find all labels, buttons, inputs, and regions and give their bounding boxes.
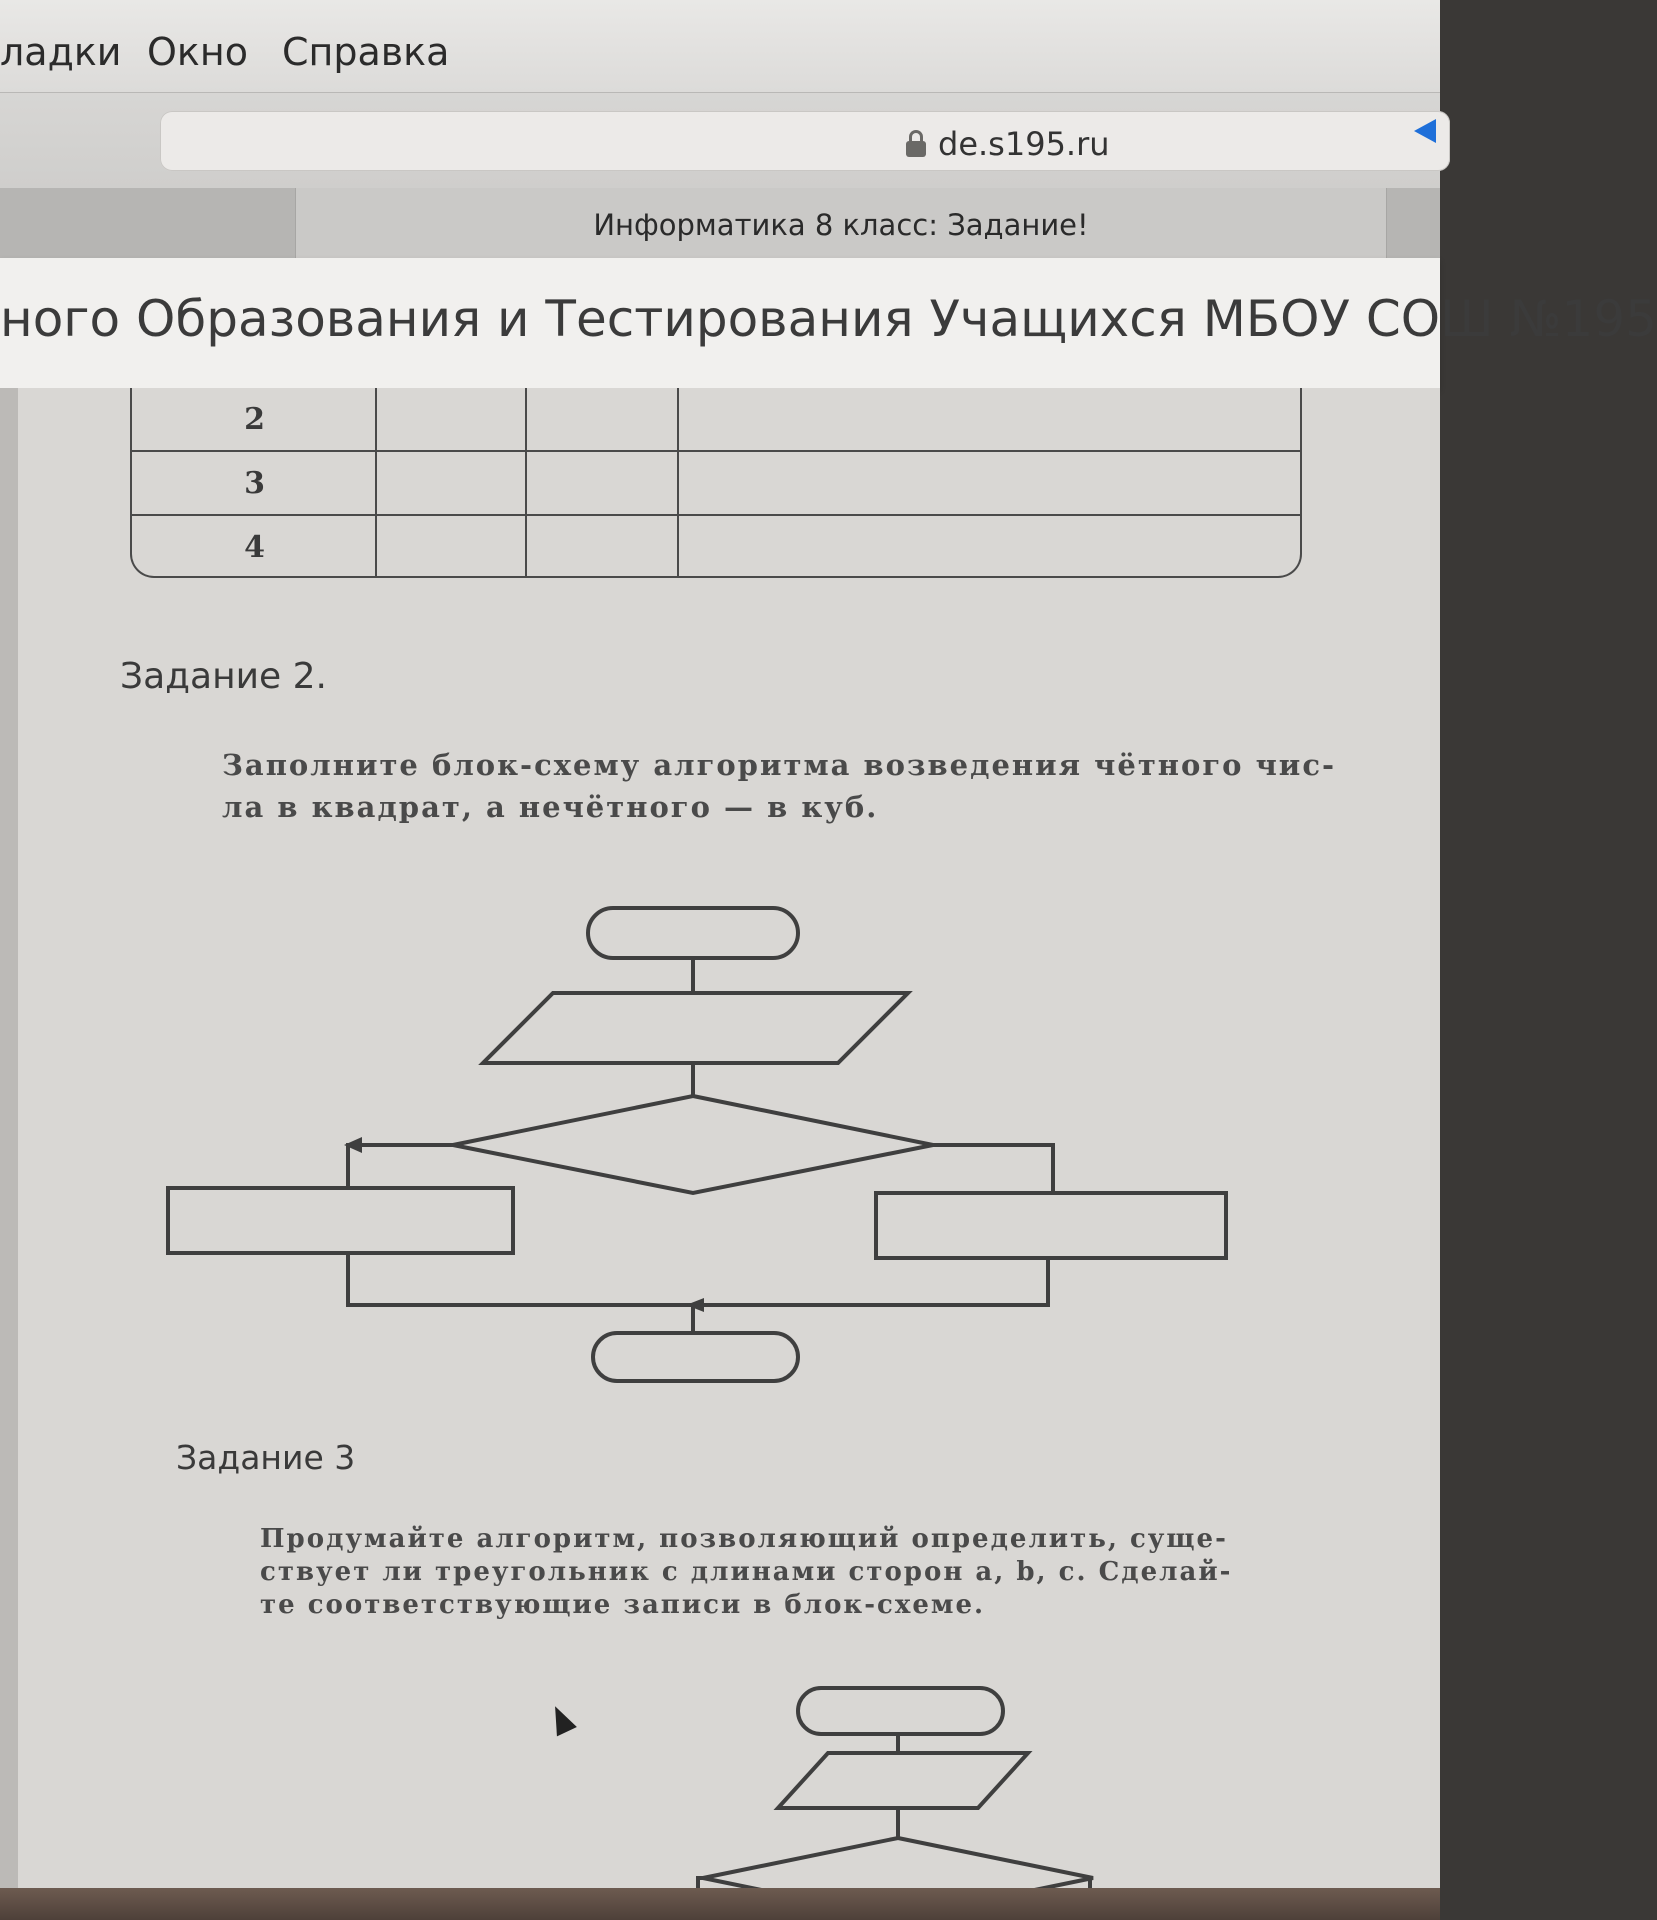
browser-toolbar bbox=[0, 93, 1440, 188]
tab-bar bbox=[0, 188, 1440, 258]
site-title: ного Образования и Тестирования Учащихся МБОУ СОШ №195 bbox=[0, 290, 1657, 348]
table-row-number: 3 bbox=[244, 466, 265, 501]
menu-item-bookmarks[interactable]: ладки bbox=[0, 30, 122, 74]
page-left-edge bbox=[0, 388, 18, 1888]
address-bar[interactable] bbox=[160, 111, 1450, 171]
menu-item-window[interactable]: Окно bbox=[147, 30, 248, 74]
page-content bbox=[18, 388, 1440, 1888]
table-row-number: 2 bbox=[244, 402, 265, 437]
flowchart-branch-left bbox=[698, 1878, 703, 1888]
dock-strip bbox=[0, 1888, 1440, 1920]
menu-item-help[interactable]: Справка bbox=[282, 30, 450, 74]
task3-text-line: ствует ли треугольник с длинами сторон a, b, c. Сделай- bbox=[260, 1557, 1233, 1587]
flowchart-input-parallelogram bbox=[778, 1753, 1028, 1808]
site-header bbox=[0, 258, 1657, 388]
tab-active[interactable] bbox=[295, 188, 1387, 258]
menu-bar bbox=[0, 0, 1440, 93]
task3-text-line: те соответствующие записи в блок-схеме. bbox=[260, 1590, 986, 1620]
tab-title: Информатика 8 класс: Задание! bbox=[593, 208, 1089, 242]
flowchart-start-terminal bbox=[798, 1688, 1003, 1734]
task3-text-line: Продумайте алгоритм, позволяющий определить, суще- bbox=[260, 1524, 1228, 1554]
lock-icon bbox=[906, 141, 926, 157]
task2-text-line: ла в квадрат, а нечётного — в куб. bbox=[222, 790, 879, 824]
task2-text-line: Заполните блок-схему алгоритма возведения чётного чис- bbox=[222, 748, 1337, 782]
task2-heading: Задание 2. bbox=[120, 656, 327, 697]
address-text[interactable]: de.s195.ru bbox=[938, 125, 1110, 163]
speaker-icon[interactable] bbox=[1414, 119, 1436, 143]
flowchart-branch-right bbox=[1090, 1878, 1093, 1888]
flowchart-task3 bbox=[18, 388, 1440, 1888]
task3-heading: Задание 3 bbox=[176, 1438, 356, 1477]
table-row-number: 4 bbox=[244, 530, 265, 565]
web-page bbox=[0, 258, 1657, 1888]
